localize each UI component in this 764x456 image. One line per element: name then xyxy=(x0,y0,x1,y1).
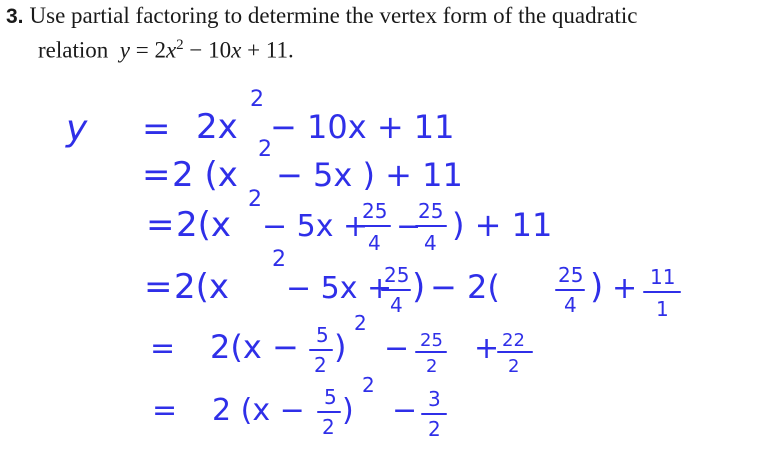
solution-exp-4: 2 xyxy=(272,247,286,272)
solution-lead-5: 2(x − xyxy=(210,328,299,366)
solution-exp-6: 2 xyxy=(362,373,375,397)
solution-exp-3: 2 xyxy=(248,187,262,212)
solution-frac3-num-5: 22 xyxy=(502,330,525,351)
solution-exp-2: 2 xyxy=(258,137,272,162)
solution-close-5: ) xyxy=(334,328,347,366)
solution-frac1-num-6: 5 xyxy=(324,385,337,409)
solution-eq-6: = xyxy=(152,393,178,428)
solution-frac2-num-6: 3 xyxy=(428,387,441,411)
problem-var-x: x xyxy=(165,37,177,63)
solution-minus-5: − xyxy=(384,331,410,366)
solution-frac2-den-3: 4 xyxy=(424,231,437,255)
solution-frac2-num-5: 25 xyxy=(420,330,443,351)
solution-lead-4: 2(x xyxy=(174,267,230,307)
solution-minus-3: − xyxy=(396,209,422,244)
solution-rest-1: − 10x + 11 xyxy=(270,108,455,146)
solution-exp-5: 2 xyxy=(354,311,367,335)
problem-tail: + 11. xyxy=(241,37,294,63)
solution-plus-5: + xyxy=(474,331,500,366)
solution-frac3-den-4: 1 xyxy=(656,297,669,321)
solution-frac2-num-4: 25 xyxy=(558,263,584,287)
solution-minus-6: − xyxy=(392,393,418,428)
solution-line-6 xyxy=(152,373,446,441)
solution-frac1-den-6: 2 xyxy=(322,415,335,439)
solution-frac1-den-3: 4 xyxy=(368,231,381,255)
solution-exp-1: 2 xyxy=(250,87,264,112)
problem-var-x-2: x xyxy=(231,37,242,63)
solution-frac1-den-5: 2 xyxy=(314,353,327,377)
problem-number: 3. xyxy=(6,5,24,28)
problem-exponent: 2 xyxy=(176,37,184,53)
solution-frac1-den-4: 4 xyxy=(390,293,403,317)
solution-frac2-den-6: 2 xyxy=(428,417,441,441)
solution-frac1-num-4: 25 xyxy=(384,263,410,287)
solution-mid-4: − 5x + xyxy=(286,271,393,306)
solution-frac1-num-3: 25 xyxy=(362,199,388,223)
solution-close2-4: ) xyxy=(590,267,604,307)
solution-lead-3: 2(x xyxy=(176,205,232,245)
solution-line-3 xyxy=(146,187,552,255)
solution-frac2-den-4: 4 xyxy=(564,293,577,317)
solution-plus-4: + xyxy=(612,271,638,306)
solution-eq-2: = xyxy=(142,155,171,195)
problem-var-y: y xyxy=(119,37,130,63)
solution-frac1-num-5: 5 xyxy=(316,323,329,347)
solution-eq-5: = xyxy=(150,331,176,366)
problem-text-line-1: Use partial factoring to determine the vertex form of the quadratic xyxy=(29,3,638,28)
solution-lead-6: 2 (x − xyxy=(212,393,305,428)
problem-minus-part: − 10 xyxy=(183,37,232,63)
solution-eq-1: = xyxy=(142,109,171,149)
solution-eq-4: = xyxy=(144,267,173,307)
solution-frac2-den-5: 2 xyxy=(426,356,438,377)
solution-expr-1: 2x xyxy=(196,107,238,147)
solution-frac2-num-3: 25 xyxy=(418,199,444,223)
solution-close-6: ) xyxy=(342,393,354,428)
solution-rest-2: − 5x ) + 11 xyxy=(276,156,463,194)
solution-line-4 xyxy=(144,247,680,321)
solution-var-y: y xyxy=(66,108,88,149)
solution-eq-3: = xyxy=(146,205,175,245)
solution-expr-2: 2 (x xyxy=(172,155,238,195)
solution-close-3: ) + 11 xyxy=(452,206,553,244)
solution-close-4: ) xyxy=(412,267,426,307)
solution-frac3-den-5: 2 xyxy=(508,356,520,377)
solution-minus2-4: − 2( xyxy=(430,268,500,306)
solution-line-5 xyxy=(150,311,532,377)
problem-relation-label: relation xyxy=(38,37,109,63)
problem-eq-part: = 2 xyxy=(129,37,166,63)
solution-frac3-num-4: 11 xyxy=(650,265,676,289)
solution-mid-3: − 5x + xyxy=(262,209,369,244)
